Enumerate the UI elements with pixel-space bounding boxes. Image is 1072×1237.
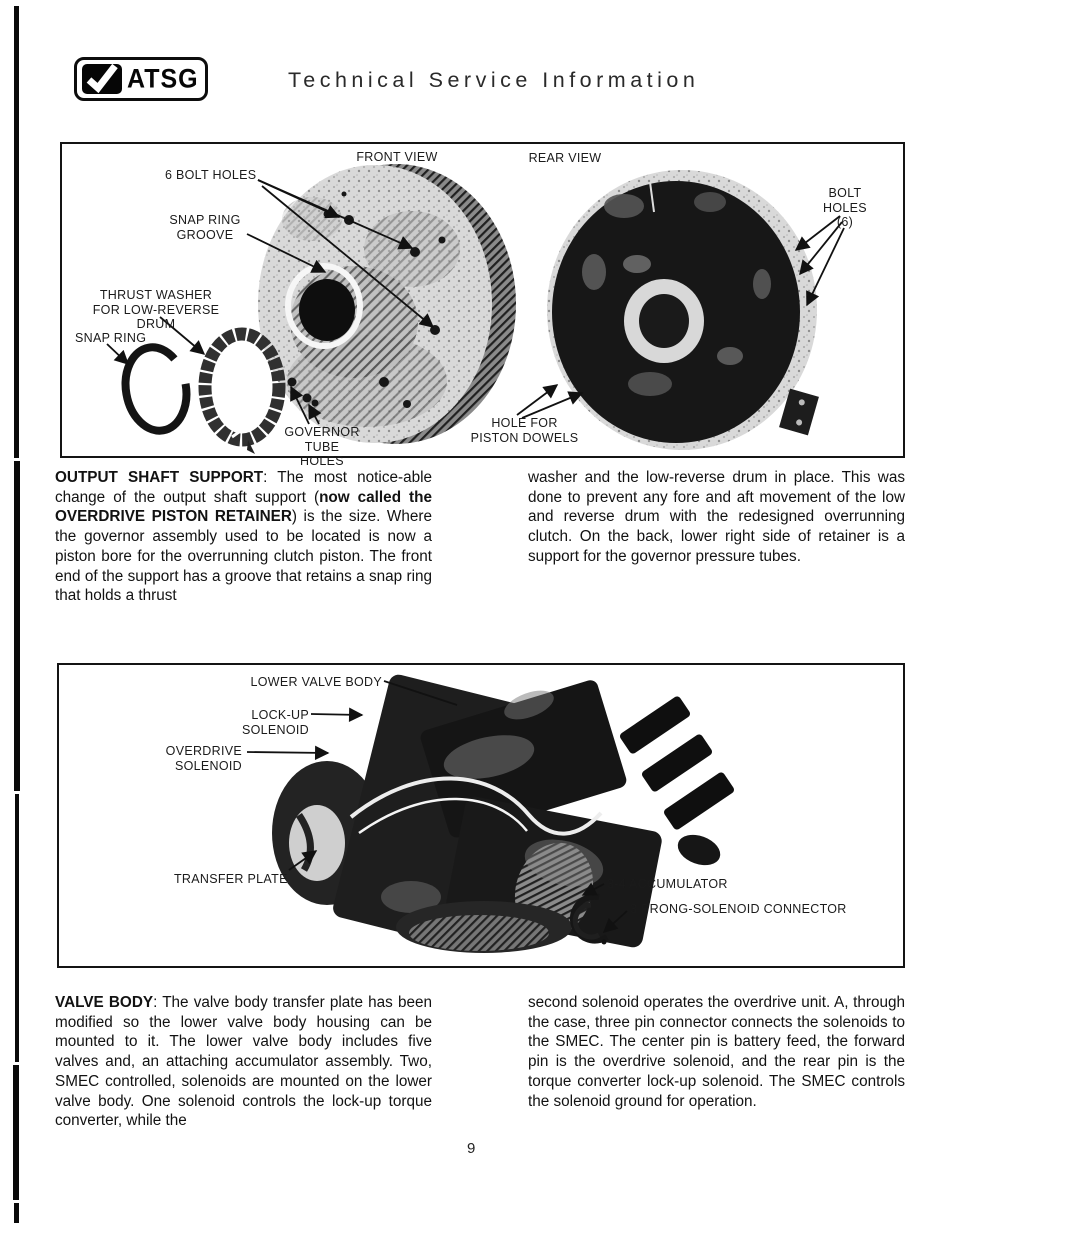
rear-view-photo: [547, 170, 819, 450]
label-rear-view: REAR VIEW: [528, 151, 602, 165]
valve-body-paragraph-left: VALVE BODY: The valve body transfer plate has been modified so the lower valve body housing can be mounted to it. The lower valve body includes five valves and, an attaching accumulator assembly. Two, SMEC controlled, solenoids are mounted on the lower valve body. One solenoid controls the lock-up torque converter, while the: [55, 994, 432, 1130]
binding-mark: [14, 1203, 19, 1223]
binding-mark: [13, 1065, 19, 1200]
label-hole-for-piston-dowels: HOLE FOR PISTON DOWELS: [470, 416, 579, 445]
binding-mark: [14, 6, 19, 458]
label-governor-tube-holes: GOVERNOR TUBE HOLES: [284, 425, 360, 468]
binding-mark: [14, 461, 20, 791]
binding-mark: [15, 794, 19, 1062]
valve-body-paragraph-right: second solenoid operates the overdrive unit. A, through the case, three pin connector connects the solenoids to the SMEC. The center pin is battery feed, the forward pin is the overdrive solenoid, and the rear pin is the torque converter lock-up solenoid. The SMEC controls the solenoid ground for operation.: [528, 994, 905, 1110]
front-view-photo: [258, 164, 516, 444]
page-number: 9: [467, 1140, 476, 1157]
section1-heading: OUTPUT SHAFT SUPPORT: [55, 469, 264, 486]
label-lock-up-solenoid: LOCK-UP SOLENOID: [242, 708, 309, 737]
figure-valve-body: [57, 663, 905, 968]
logo-text: ATSG: [127, 63, 199, 94]
label-front-view: FRONT VIEW: [356, 150, 438, 164]
output-shaft-support-paragraph-left: OUTPUT SHAFT SUPPORT: The most notice-able change of the output shaft support (now called the OVERDRIVE PISTON RETAINER) is the size. Where the governor assembly used to be located is now a piston bore for the overrunning clutch piston. The front end of the support has a groove that retains a snap ring that holds a thrust: [55, 469, 432, 605]
label-bolt-holes-6: BOLT HOLES (6): [823, 186, 867, 229]
page-title: Technical Service Information: [288, 68, 700, 92]
snap-ring-photo: [119, 342, 193, 435]
checkmark-icon: [82, 64, 122, 94]
label-overdrive-solenoid: OVERDRIVE SOLENOID: [165, 744, 242, 773]
label-snap-ring-groove: SNAP RING GROOVE: [169, 213, 241, 242]
label-transfer-plate: TRANSFER PLATE: [174, 872, 288, 886]
label-six-bolt-holes: 6 BOLT HOLES: [165, 168, 257, 182]
figure-output-shaft-support: [60, 142, 905, 468]
label-3-4-accumulator: 3-4 ACCUMULATOR: [607, 877, 728, 891]
section2-heading: VALVE BODY: [55, 994, 154, 1011]
output-shaft-support-paragraph-right: washer and the low-reverse drum in place. This was done to prevent any fore and aft movement of the low and reverse drum with the redesigned overrunning clutch. On the back, lower right side of retainer is a support for the governor pressure tubes.: [528, 469, 905, 565]
atsg-logo: [74, 57, 208, 101]
label-lower-valve-body: LOWER VALVE BODY: [250, 675, 382, 689]
label-3-prong-solenoid-connector: 3 PRONG-SOLENOID CONNECTOR: [630, 902, 847, 916]
label-thrust-washer: THRUST WASHER FOR LOW-REVERSE DRUM: [92, 288, 220, 331]
label-snap-ring: SNAP RING: [75, 331, 147, 345]
